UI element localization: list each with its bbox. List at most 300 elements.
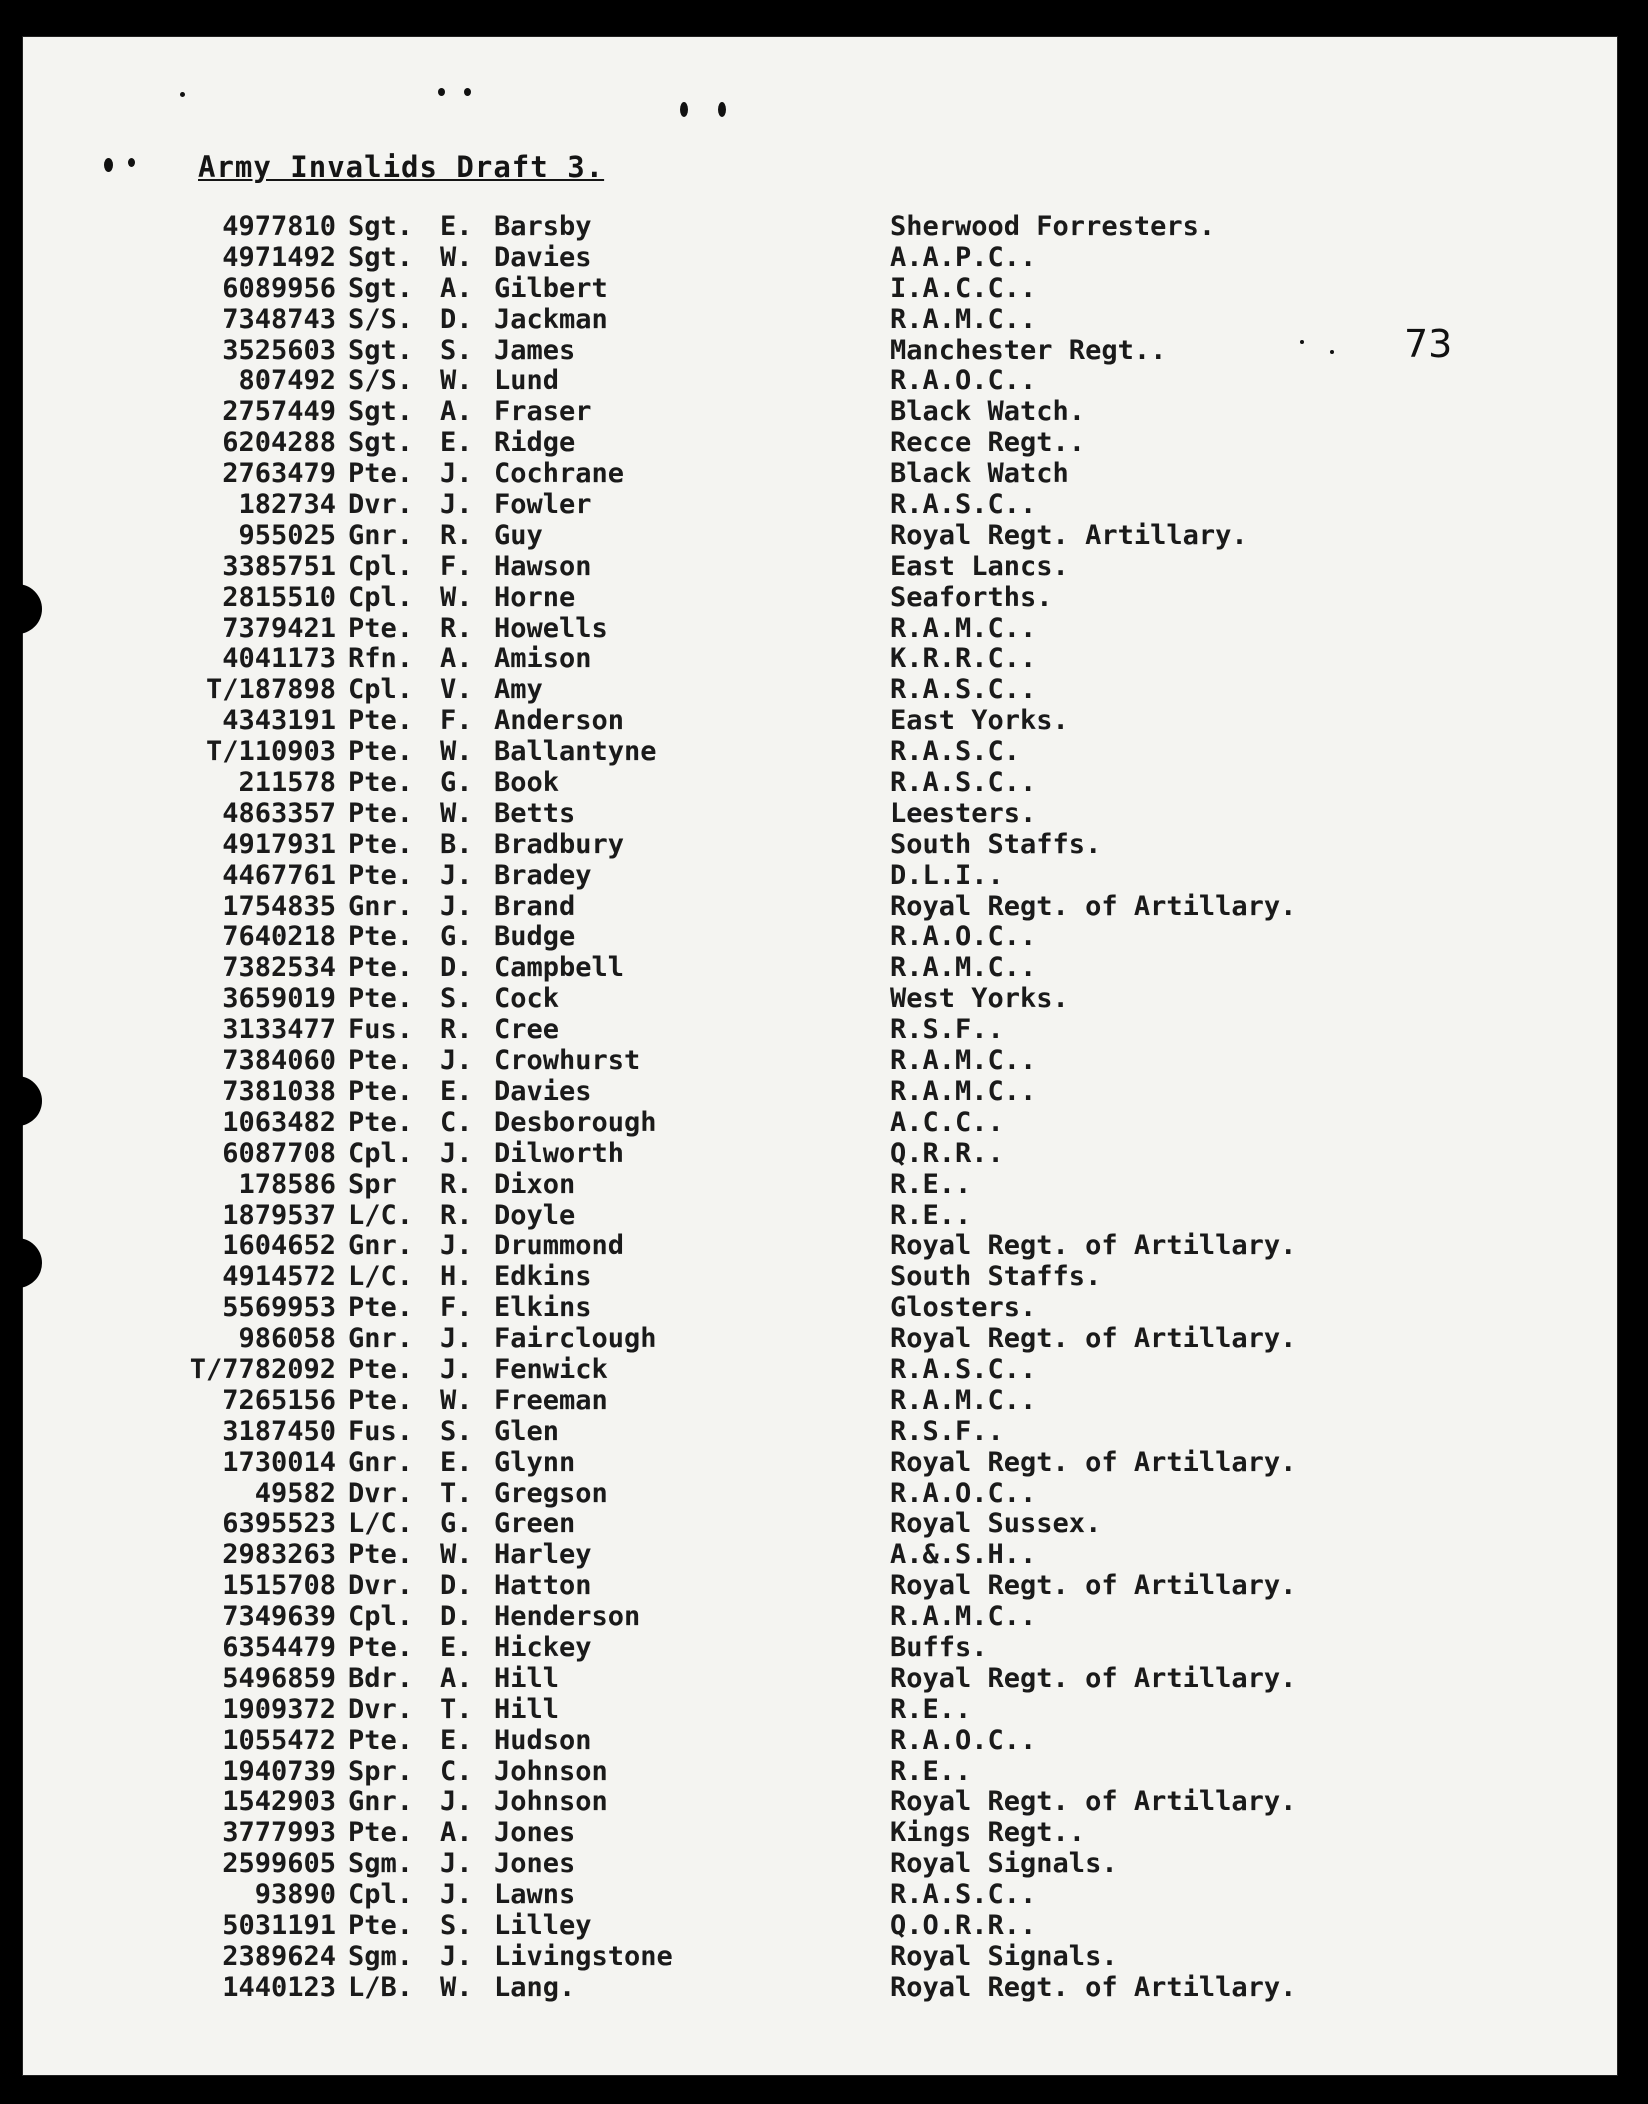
- initial: S.: [440, 983, 473, 1015]
- service-number: 7384060: [222, 1045, 336, 1077]
- roster-row: [140, 274, 1440, 305]
- service-number: 3187450: [222, 1415, 336, 1447]
- rank: Sgt.: [348, 334, 414, 366]
- roster-row: [140, 737, 1440, 768]
- rank: Pte.: [348, 1817, 414, 1849]
- rank: Fus.: [348, 1014, 414, 1046]
- rank: Pte.: [348, 983, 414, 1015]
- unit: Leesters.: [890, 797, 1037, 829]
- surname: Campbell: [494, 952, 625, 984]
- unit: Q.R.R..: [890, 1137, 1004, 1169]
- roster-row: [140, 1509, 1440, 1540]
- roster-row: [140, 922, 1440, 953]
- service-number: 2983263: [222, 1539, 336, 1571]
- initial: G.: [440, 1508, 473, 1540]
- service-number: 178586: [238, 1168, 336, 1200]
- roster-row: [140, 861, 1440, 892]
- unit: R.A.S.C.: [890, 736, 1021, 768]
- surname: Davies: [494, 241, 592, 273]
- service-number: 1542903: [222, 1786, 336, 1818]
- unit: Royal Regt. of Artillary.: [890, 890, 1297, 922]
- initial: R.: [440, 1199, 473, 1231]
- service-number: 4971492: [222, 241, 336, 273]
- rank: Pte.: [348, 1539, 414, 1571]
- unit: Royal Signals.: [890, 1940, 1118, 1972]
- surname: Ridge: [494, 427, 576, 459]
- roster-row: [140, 459, 1440, 490]
- rank: L/C.: [348, 1508, 414, 1540]
- roster-row: [140, 1417, 1440, 1448]
- rank: Pte.: [348, 612, 414, 644]
- rank: Pte.: [348, 1909, 414, 1941]
- service-number: 7381038: [222, 1075, 336, 1107]
- surname: Crowhurst: [494, 1045, 641, 1077]
- service-number: 986058: [238, 1323, 336, 1355]
- rank: Dvr.: [348, 489, 414, 521]
- surname: Bradbury: [494, 828, 625, 860]
- surname: Bradey: [494, 859, 592, 891]
- rank: L/B.: [348, 1971, 414, 2003]
- unit: R.A.S.C..: [890, 1879, 1037, 1911]
- initial: E.: [440, 1724, 473, 1756]
- surname: Green: [494, 1508, 576, 1540]
- roster-row: [140, 1664, 1440, 1695]
- unit: R.S.F..: [890, 1014, 1004, 1046]
- service-number: 3659019: [222, 983, 336, 1015]
- initial: G.: [440, 921, 473, 953]
- rank: Cpl.: [348, 1601, 414, 1633]
- service-number: 3133477: [222, 1014, 336, 1046]
- ink-speck: [438, 88, 445, 96]
- service-number: 1604652: [222, 1230, 336, 1262]
- roster-row: [140, 799, 1440, 830]
- rank: Pte.: [348, 1045, 414, 1077]
- ink-speck: [464, 88, 471, 96]
- surname: Johnson: [494, 1786, 608, 1818]
- roster-row: [140, 706, 1440, 737]
- surname: Ballantyne: [494, 736, 657, 768]
- unit: Royal Regt. of Artillary.: [890, 1230, 1297, 1262]
- rank: Sgm.: [348, 1940, 414, 1972]
- service-number: 6089956: [222, 272, 336, 304]
- unit: R.A.S.C..: [890, 489, 1037, 521]
- rank: Cpl.: [348, 1879, 414, 1911]
- unit: South Staffs.: [890, 1261, 1102, 1293]
- rank: Pte.: [348, 458, 414, 490]
- rank: Pte.: [348, 1292, 414, 1324]
- roster-row: [140, 1726, 1440, 1757]
- unit: A.A.P.C..: [890, 241, 1037, 273]
- initial: E.: [440, 427, 473, 459]
- surname: Edkins: [494, 1261, 592, 1293]
- unit: Royal Sussex.: [890, 1508, 1102, 1540]
- service-number: 7265156: [222, 1384, 336, 1416]
- surname: Freeman: [494, 1384, 608, 1416]
- roster-row: [140, 830, 1440, 861]
- unit: R.A.S.C..: [890, 1353, 1037, 1385]
- unit: R.A.M.C..: [890, 952, 1037, 984]
- unit: R.A.M.C..: [890, 303, 1037, 335]
- initial: A.: [440, 396, 473, 428]
- initial: F.: [440, 705, 473, 737]
- initial: C.: [440, 1755, 473, 1787]
- unit: Manchester Regt..: [890, 334, 1167, 366]
- rank: Dvr.: [348, 1693, 414, 1725]
- surname: Davies: [494, 1075, 592, 1107]
- surname: Lawns: [494, 1879, 576, 1911]
- unit: Black Watch.: [890, 396, 1086, 428]
- initial: J.: [440, 1230, 473, 1262]
- surname: Anderson: [494, 705, 625, 737]
- unit: I.A.C.C..: [890, 272, 1037, 304]
- unit: Seaforths.: [890, 581, 1053, 613]
- initial: W.: [440, 1384, 473, 1416]
- service-number: 2757449: [222, 396, 336, 428]
- roster-row: [140, 1571, 1440, 1602]
- rank: L/C.: [348, 1199, 414, 1231]
- rank: Gnr.: [348, 890, 414, 922]
- rank: Pte.: [348, 736, 414, 768]
- rank: Pte.: [348, 705, 414, 737]
- ink-speck: [128, 158, 135, 167]
- roster-row: [140, 1077, 1440, 1108]
- roster-row: [140, 243, 1440, 274]
- unit: Royal Regt. of Artillary.: [890, 1446, 1297, 1478]
- rank: Cpl.: [348, 1137, 414, 1169]
- surname: Fairclough: [494, 1323, 657, 1355]
- rank: Cpl.: [348, 674, 414, 706]
- service-number: 1515708: [222, 1570, 336, 1602]
- roster-row: [140, 1911, 1440, 1942]
- unit: East Yorks.: [890, 705, 1069, 737]
- initial: J.: [440, 1848, 473, 1880]
- initial: V.: [440, 674, 473, 706]
- roster-row: [140, 1386, 1440, 1417]
- surname: Glen: [494, 1415, 560, 1447]
- service-number: 1909372: [222, 1693, 336, 1725]
- rank: Sgt.: [348, 241, 414, 273]
- initial: R.: [440, 612, 473, 644]
- unit: R.E..: [890, 1693, 972, 1725]
- service-number: 4467761: [222, 859, 336, 891]
- unit: R.A.M.C..: [890, 1075, 1037, 1107]
- unit: Royal Signals.: [890, 1848, 1118, 1880]
- initial: T.: [440, 1477, 473, 1509]
- unit: R.A.S.C..: [890, 767, 1037, 799]
- service-number: 1063482: [222, 1106, 336, 1138]
- surname: Guy: [494, 519, 543, 551]
- unit: Sherwood Forresters.: [890, 211, 1216, 242]
- rank: Pte.: [348, 1724, 414, 1756]
- initial: S.: [440, 1415, 473, 1447]
- ink-speck: [718, 102, 726, 117]
- rank: L/C.: [348, 1261, 414, 1293]
- unit: Royal Regt. Artillary.: [890, 519, 1248, 551]
- roster-row: [140, 583, 1440, 614]
- initial: J.: [440, 458, 473, 490]
- unit: Black Watch: [890, 458, 1069, 490]
- service-number: 1879537: [222, 1199, 336, 1231]
- unit: D.L.I..: [890, 859, 1004, 891]
- roster-row: [140, 521, 1440, 552]
- initial: J.: [440, 1045, 473, 1077]
- initial: A.: [440, 272, 473, 304]
- roster-row: [140, 1324, 1440, 1355]
- service-number: 7379421: [222, 612, 336, 644]
- rank: Gnr.: [348, 519, 414, 551]
- surname: Hudson: [494, 1724, 592, 1756]
- rank: Pte.: [348, 1384, 414, 1416]
- surname: Hill: [494, 1662, 560, 1694]
- service-number: 6204288: [222, 427, 336, 459]
- surname: Fenwick: [494, 1353, 608, 1385]
- service-number: 2389624: [222, 1940, 336, 1972]
- service-number: 49582: [254, 1477, 336, 1509]
- roster-row: [140, 552, 1440, 583]
- service-number: 1730014: [222, 1446, 336, 1478]
- surname: Budge: [494, 921, 576, 953]
- initial: R.: [440, 519, 473, 551]
- rank: Sgm.: [348, 1848, 414, 1880]
- unit: R.A.M.C..: [890, 1045, 1037, 1077]
- surname: Jones: [494, 1848, 576, 1880]
- unit: R.E..: [890, 1168, 972, 1200]
- initial: W.: [440, 1539, 473, 1571]
- service-number: 4863357: [222, 797, 336, 829]
- roster-row: [140, 1695, 1440, 1726]
- initial: J.: [440, 1940, 473, 1972]
- rank: Pte.: [348, 767, 414, 799]
- unit: Recce Regt..: [890, 427, 1086, 459]
- ink-speck: [680, 102, 688, 117]
- rank: Dvr.: [348, 1570, 414, 1602]
- unit: Glosters.: [890, 1292, 1037, 1324]
- service-number: 4041173: [222, 643, 336, 675]
- rank: Bdr.: [348, 1662, 414, 1694]
- surname: Betts: [494, 797, 576, 829]
- roster-row: [140, 428, 1440, 459]
- roster-row: [140, 1262, 1440, 1293]
- service-number: 6395523: [222, 1508, 336, 1540]
- roster-row: [140, 892, 1440, 923]
- initial: G.: [440, 767, 473, 799]
- rank: Pte.: [348, 921, 414, 953]
- roster-row: [140, 1880, 1440, 1911]
- rank: Pte.: [348, 797, 414, 829]
- surname: James: [494, 334, 576, 366]
- service-number: 5496859: [222, 1662, 336, 1694]
- surname: Drummond: [494, 1230, 625, 1262]
- surname: Livingstone: [494, 1940, 673, 1972]
- service-number: 2763479: [222, 458, 336, 490]
- service-number: 2815510: [222, 581, 336, 613]
- surname: Henderson: [494, 1601, 641, 1633]
- surname: Cock: [494, 983, 560, 1015]
- unit: R.A.O.C..: [890, 1477, 1037, 1509]
- surname: Brand: [494, 890, 576, 922]
- surname: Hawson: [494, 550, 592, 582]
- unit: K.R.R.C..: [890, 643, 1037, 675]
- rank: Sgt.: [348, 211, 414, 242]
- initial: D.: [440, 1601, 473, 1633]
- surname: Dixon: [494, 1168, 576, 1200]
- unit: East Lancs.: [890, 550, 1069, 582]
- rank: S/S.: [348, 303, 414, 335]
- roster-row: [140, 644, 1440, 675]
- rank: Pte.: [348, 1075, 414, 1107]
- surname: Dilworth: [494, 1137, 625, 1169]
- service-number: T/110903: [205, 736, 336, 768]
- roster-row: [140, 336, 1440, 367]
- service-number: 4914572: [222, 1261, 336, 1293]
- unit: Royal Regt. of Artillary.: [890, 1570, 1297, 1602]
- surname: Hickey: [494, 1631, 592, 1663]
- initial: J.: [440, 859, 473, 891]
- rank: Pte.: [348, 1631, 414, 1663]
- roster-row: [140, 1633, 1440, 1664]
- service-number: 4343191: [222, 705, 336, 737]
- initial: W.: [440, 797, 473, 829]
- initial: B.: [440, 828, 473, 860]
- surname: Amy: [494, 674, 543, 706]
- initial: R.: [440, 1168, 473, 1200]
- surname: Horne: [494, 581, 576, 613]
- document-title: Army Invalids Draft 3.: [198, 150, 605, 184]
- service-number: 7640218: [222, 921, 336, 953]
- initial: J.: [440, 489, 473, 521]
- roster-row: [140, 1942, 1440, 1973]
- rank: Pte.: [348, 952, 414, 984]
- initial: E.: [440, 1075, 473, 1107]
- initial: D.: [440, 1570, 473, 1602]
- roster-row: [140, 1170, 1440, 1201]
- initial: F.: [440, 1292, 473, 1324]
- roster-row: [140, 768, 1440, 799]
- roster-row: [140, 953, 1440, 984]
- unit: South Staffs.: [890, 828, 1102, 860]
- surname: Lilley: [494, 1909, 592, 1941]
- service-number: T/187898: [205, 674, 336, 706]
- unit: R.A.M.C..: [890, 612, 1037, 644]
- unit: R.A.M.C..: [890, 1601, 1037, 1633]
- service-number: 7349639: [222, 1601, 336, 1633]
- surname: Howells: [494, 612, 608, 644]
- service-number: 5569953: [222, 1292, 336, 1324]
- surname: Cochrane: [494, 458, 625, 490]
- surname: Book: [494, 767, 560, 799]
- rank: Rfn.: [348, 643, 414, 675]
- service-number: 3385751: [222, 550, 336, 582]
- unit: Royal Regt. of Artillary.: [890, 1786, 1297, 1818]
- surname: Hill: [494, 1693, 560, 1725]
- page-number: 73: [1404, 322, 1453, 366]
- unit: Kings Regt..: [890, 1817, 1086, 1849]
- surname: Elkins: [494, 1292, 592, 1324]
- surname: Jackman: [494, 303, 608, 335]
- roster-row: [140, 675, 1440, 706]
- service-number: 7348743: [222, 303, 336, 335]
- rank: Pte.: [348, 859, 414, 891]
- service-number: 7382534: [222, 952, 336, 984]
- service-number: T/7782092: [189, 1353, 336, 1385]
- service-number: 807492: [238, 365, 336, 397]
- roster-row: [140, 1602, 1440, 1633]
- initial: D.: [440, 952, 473, 984]
- initial: J.: [440, 1353, 473, 1385]
- roster-row: [140, 1973, 1440, 2004]
- surname: Gregson: [494, 1477, 608, 1509]
- surname: Desborough: [494, 1106, 657, 1138]
- roster-row: [140, 1757, 1440, 1788]
- ink-speck: [104, 158, 113, 172]
- roster-row: [140, 1787, 1440, 1818]
- unit: A.&.S.H..: [890, 1539, 1037, 1571]
- unit: Royal Regt. of Artillary.: [890, 1662, 1297, 1694]
- service-number: 1754835: [222, 890, 336, 922]
- roster-row: [140, 984, 1440, 1015]
- ink-speck: [180, 92, 185, 97]
- service-number: 3525603: [222, 334, 336, 366]
- service-number: 5031191: [222, 1909, 336, 1941]
- roster-row: [140, 1540, 1440, 1571]
- initial: W.: [440, 241, 473, 273]
- rank: Gnr.: [348, 1323, 414, 1355]
- service-number: 182734: [238, 489, 336, 521]
- unit: R.E..: [890, 1199, 972, 1231]
- rank: Dvr.: [348, 1477, 414, 1509]
- roster-row: [140, 1231, 1440, 1262]
- initial: S.: [440, 334, 473, 366]
- service-number: 3777993: [222, 1817, 336, 1849]
- surname: Doyle: [494, 1199, 576, 1231]
- service-number: 1055472: [222, 1724, 336, 1756]
- unit: Buffs.: [890, 1631, 988, 1663]
- rank: S/S.: [348, 365, 414, 397]
- initial: S.: [440, 1909, 473, 1941]
- initial: W.: [440, 581, 473, 613]
- roster-row: [140, 1108, 1440, 1139]
- roster-row: [140, 1355, 1440, 1386]
- roster-row: [140, 397, 1440, 428]
- initial: D.: [440, 303, 473, 335]
- roster-row: [140, 614, 1440, 645]
- unit: R.A.M.C..: [890, 1384, 1037, 1416]
- unit: R.A.O.C..: [890, 1724, 1037, 1756]
- service-number: 93890: [254, 1879, 336, 1911]
- unit: R.A.O.C..: [890, 921, 1037, 953]
- service-number: 1440123: [222, 1971, 336, 2003]
- initial: A.: [440, 643, 473, 675]
- unit: Q.O.R.R..: [890, 1909, 1037, 1941]
- service-number: 211578: [238, 767, 336, 799]
- unit: R.A.S.C..: [890, 674, 1037, 706]
- service-number: 2599605: [222, 1848, 336, 1880]
- surname: Lang.: [494, 1971, 576, 2003]
- roster-row: [140, 1139, 1440, 1170]
- roster-row: [140, 1479, 1440, 1510]
- initial: W.: [440, 736, 473, 768]
- unit: Royal Regt. of Artillary.: [890, 1971, 1297, 2003]
- roster-row: [140, 490, 1440, 521]
- unit: R.A.O.C..: [890, 365, 1037, 397]
- initial: T.: [440, 1693, 473, 1725]
- rank: Pte.: [348, 1106, 414, 1138]
- initial: A.: [440, 1817, 473, 1849]
- rank: Pte.: [348, 1353, 414, 1385]
- surname: Jones: [494, 1817, 576, 1849]
- rank: Sgt.: [348, 272, 414, 304]
- roster-row: [140, 1849, 1440, 1880]
